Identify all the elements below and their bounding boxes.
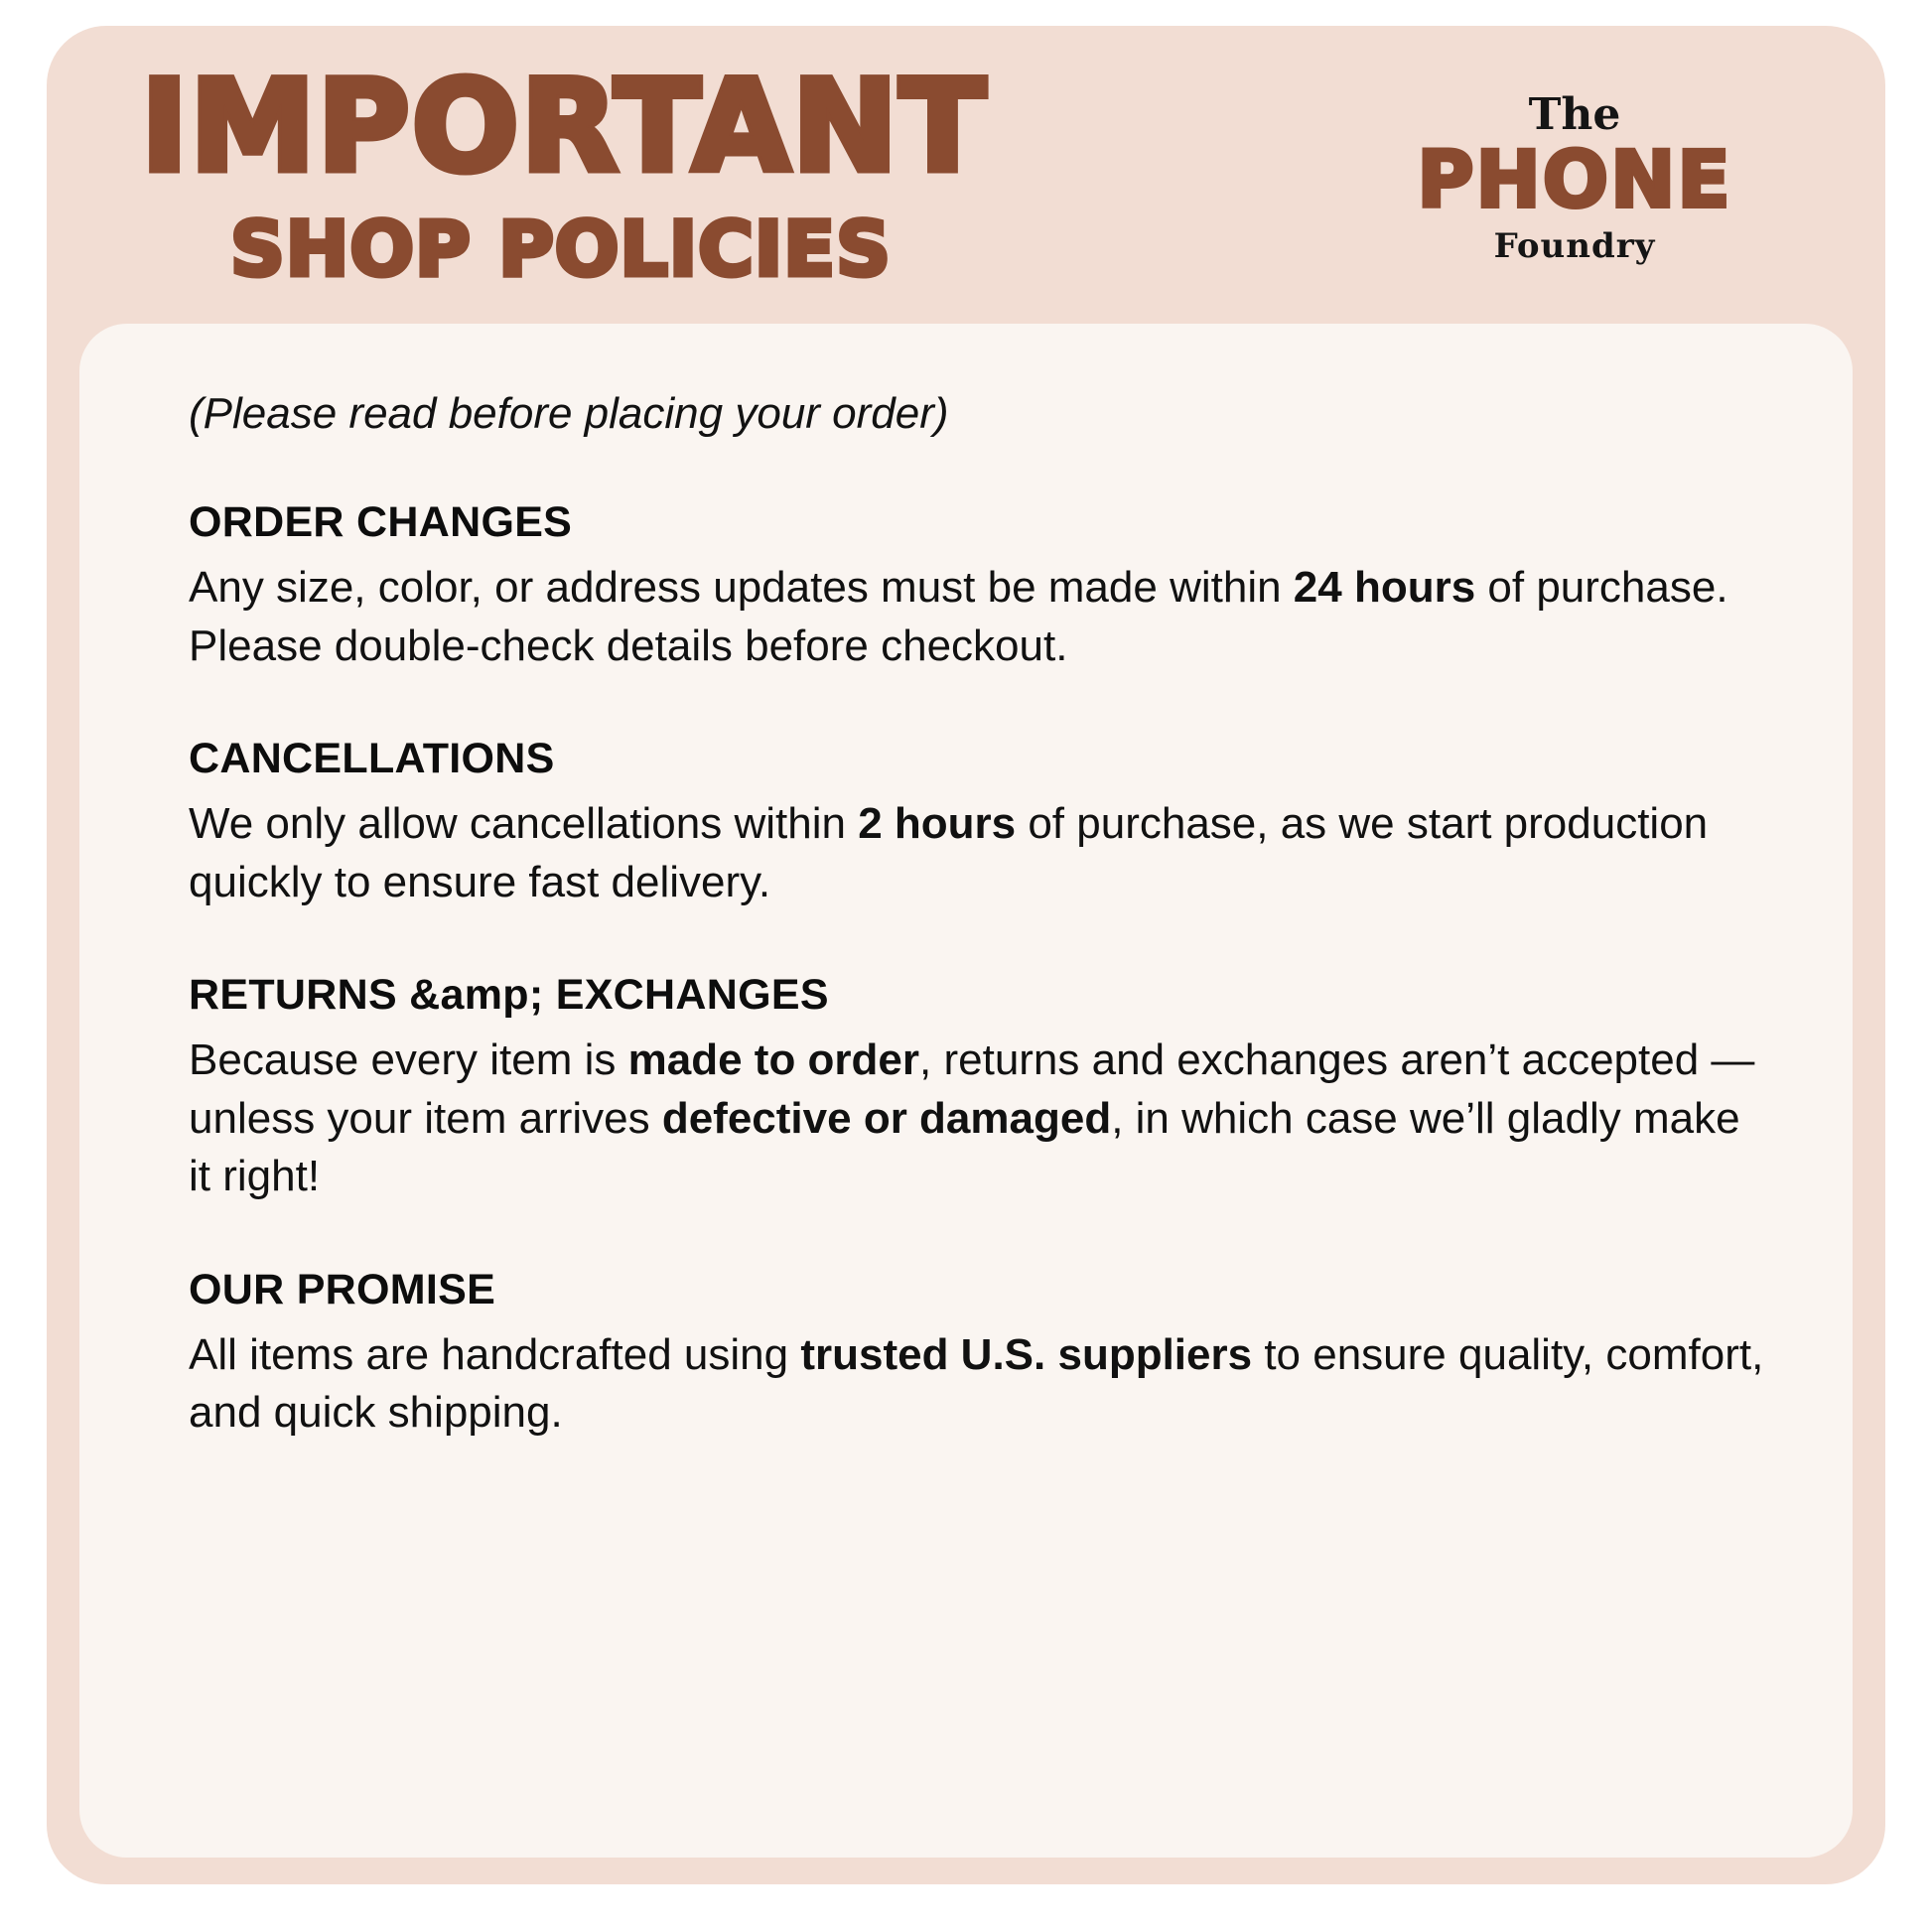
- section-body: We only allow cancellations within 2 hours of purchase, as we start production quickly to ensure fast delivery.: [189, 799, 1709, 906]
- section-body: All items are handcrafted using trusted U.S. suppliers to ensure quality, comfort, and quick shipping.: [189, 1329, 1764, 1438]
- page-title: IMPORTANT: [141, 53, 988, 200]
- section-heading: CANCELLATIONS: [189, 735, 555, 783]
- policy-panel: [79, 324, 1853, 1858]
- brand-logo: [1411, 89, 1738, 266]
- section-heading: ORDER CHANGES: [189, 498, 573, 546]
- card-header: [47, 26, 1885, 324]
- section-body: Any size, color, or address updates must be made within 24 hours of purchase. Please double-check details before checkout.: [189, 563, 1728, 670]
- section-heading: OUR PROMISE: [189, 1265, 496, 1313]
- policy-section-order-changes: [189, 498, 1773, 675]
- page-subtitle: SHOP POLICIES: [230, 205, 892, 293]
- brand-line-foundry: Foundry: [1493, 225, 1656, 266]
- brand-line-phone: PHONE: [1417, 136, 1732, 225]
- title-block: [141, 53, 1233, 293]
- policy-section-cancellations: [189, 735, 1773, 911]
- section-body: Because every item is made to order, returns and exchanges aren’t accepted — unless your item arrives defective or damaged, in which case we’ll gladly make it right!: [189, 1035, 1755, 1201]
- section-heading: RETURNS &amp; EXCHANGES: [189, 971, 829, 1020]
- brand-line-the: The: [1528, 89, 1621, 140]
- policy-section-our-promise: [189, 1266, 1773, 1443]
- policy-section-returns-exchanges: [189, 971, 1773, 1206]
- policy-card: [47, 26, 1885, 1884]
- intro-note: (Please read before placing your order): [189, 389, 949, 438]
